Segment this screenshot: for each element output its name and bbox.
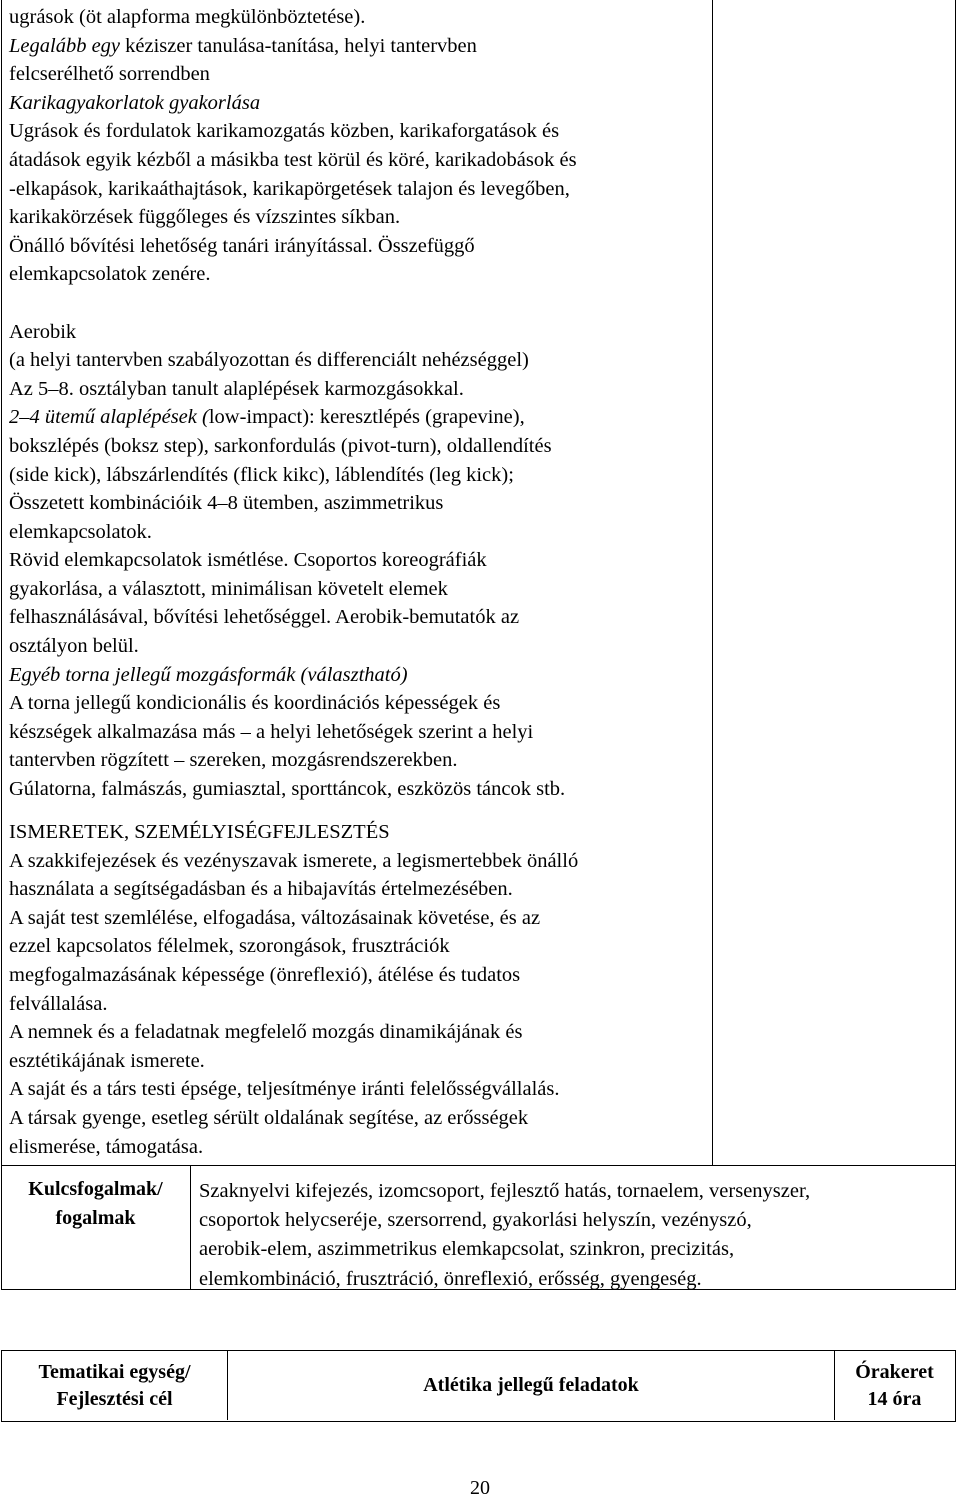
keywords-label [1,1175,190,1233]
content-line [9,661,709,690]
keywords-content [199,1177,954,1294]
content-text: low-impact): keresztlépés (grapevine), [208,406,525,429]
content-text: elemkapcsolatok. [9,520,152,543]
content-line [9,289,709,318]
content-line [9,518,709,547]
content-table [1,0,956,1290]
table-border-left [1,0,2,1290]
keywords-label-line1: Kulcsfogalmak/ [28,1178,163,1200]
content-text: karikakörzések függőleges és vízszintes síkban. [9,206,401,229]
content-text: kéziszer tanulása-tanítása, helyi tantervben [120,34,477,57]
content-text: Karikagyakorlatok gyakorlása [9,91,261,114]
skills-heading: ISMERETEK, SZEMÉLYISÉGFEJLESZTÉS [9,821,390,843]
content-text: tantervben rögzített – szereken, mozgásrendszerekben. [9,749,458,772]
keyword-line: aerobik-elem, aszimmetrikus elemkapcsolat, szinkron, precizitás, [199,1238,735,1261]
content-line [9,232,709,261]
page-number: 20 [470,1477,490,1499]
content-line [9,489,709,518]
skills-line: felvállalása. [9,992,108,1015]
unit-header-table [1,1350,956,1422]
keywords-label-line2: fogalmak [55,1207,136,1229]
content-line [9,403,709,432]
unit-label-line2: Fejlesztési cél [56,1387,173,1410]
skills-line: A nemnek és a feladatnak megfelelő mozgás dinamikájának és [9,1021,523,1044]
skills-line: elismerése, támogatása. [9,1135,204,1158]
skills-line: ezzel kapcsolatos félelmek, szorongások, frusztrációk [9,935,450,958]
skills-line: A szakkifejezések és vezényszavak ismerete, a legismertebbek önálló [9,849,579,872]
content-line [9,461,709,490]
table-divider-keywords [190,1165,191,1290]
content-text: elemkapcsolatok zenére. [9,263,211,286]
content-text: bokszlépés (boksz step), sarkonfordulás (pivot-turn), oldallendítés [9,434,552,457]
content-text: Az 5–8. osztályban tanult alaplépések karmozgásokkal. [9,377,464,400]
content-text: Rövid elemkapcsolatok ismétlése. Csoportos koreográfiák [9,549,487,572]
content-line [9,603,709,632]
content-line [9,203,709,232]
content-text: Önálló bővítési lehetőség tanári irányítással. Összefüggő [9,234,475,257]
skills-section [9,818,709,1161]
content-text: 2–4 ütemű alaplépések ( [9,406,209,429]
content-line [9,432,709,461]
content-line [9,632,709,661]
unit-label-cell [2,1351,227,1420]
content-line [9,346,709,375]
content-line [9,775,709,804]
content-text: Ugrások és fordulatok karikamozgatás közben, karikaforgatások és [9,120,560,143]
skills-line: esztétikájának ismerete. [9,1049,205,1072]
content-line [9,117,709,146]
content-line [9,318,709,347]
content-line [9,260,709,289]
content-text: A torna jellegű kondicionális és koordinációs képességek és [9,692,501,715]
content-text: átadások egyik kézből a másikba test körül és köré, karikadobások és [9,148,577,171]
content-text: Legalább egy [9,34,121,57]
skills-line: A saját és a társ testi épsége, teljesítménye iránti felelősségvállalás. [9,1078,560,1101]
content-line [9,375,709,404]
table-divider-column [712,0,713,1165]
content-text: Összetett kombinációik 4–8 ütemben, aszimmetrikus [9,492,444,515]
skills-line: A társak gyenge, esetleg sérült oldalának segítése, az erősségek [9,1106,529,1129]
content-text: Gúlatorna, falmászás, gumiasztal, sporttáncok, eszközös táncok stb. [9,778,566,801]
table-row-separator [1,1165,956,1166]
unit-hours-cell [835,1351,954,1420]
keyword-line: Szaknyelvi kifejezés, izomcsoport, fejlesztő hatás, tornaelem, versenyszer, [199,1180,811,1202]
content-text: készségek alkalmazása más – a helyi lehetőségek szerint a helyi [9,720,534,743]
content-line [9,3,709,32]
skills-line: használata a segítségadásban és a hibajavítás értelmezésében. [9,878,513,901]
content-line [9,175,709,204]
unit-hours-label: Órakeret [855,1360,934,1383]
activities-content [9,3,709,804]
content-line [9,575,709,604]
content-line [9,60,709,89]
unit-hours-value: 14 óra [867,1387,922,1410]
unit-label-line1: Tematikai egység/ [38,1360,191,1383]
unit-title-cell [228,1351,834,1420]
content-text: (a helyi tantervben szabályozottan és differenciált nehézséggel) [9,349,529,372]
content-line [9,32,709,61]
content-text: ugrások (öt alapforma megkülönböztetése). [9,6,366,28]
skills-line: megfogalmazásának képessége (önreflexió), átélése és tudatos [9,963,521,986]
content-text: gyakorlása, a választott, minimálisan követelt elemek [9,577,448,600]
content-line [9,689,709,718]
content-text: (side kick), lábszárlendítés (flick kikc), láblendítés (leg kick); [9,463,514,486]
content-line [9,746,709,775]
keyword-line: elemkombináció, frusztráció, önreflexió, erősség, gyengeség. [199,1267,702,1290]
unit-title: Atlétika jellegű feladatok [423,1374,639,1396]
content-line [9,146,709,175]
keyword-line: csoportok helycseréje, szersorrend, gyakorlási helyszín, vezényszó, [199,1209,752,1232]
skills-line: A saját test szemlélése, elfogadása, változásainak követése, és az [9,906,541,929]
content-line [9,546,709,575]
content-text: Aerobik [9,320,77,343]
content-text: felhasználásával, bővítési lehetőséggel. Aerobik-bemutatók az [9,606,520,629]
content-line [9,718,709,747]
content-text: osztályon belül. [9,635,139,658]
content-text: -elkapások, karikaáthajtások, karikapörgetések talajon és levegőben, [9,177,570,200]
content-text: Egyéb torna jellegű mozgásformák (választható) [9,663,408,686]
content-text: felcserélhető sorrendben [9,63,210,86]
table-border-right [955,0,956,1290]
content-line [9,89,709,118]
